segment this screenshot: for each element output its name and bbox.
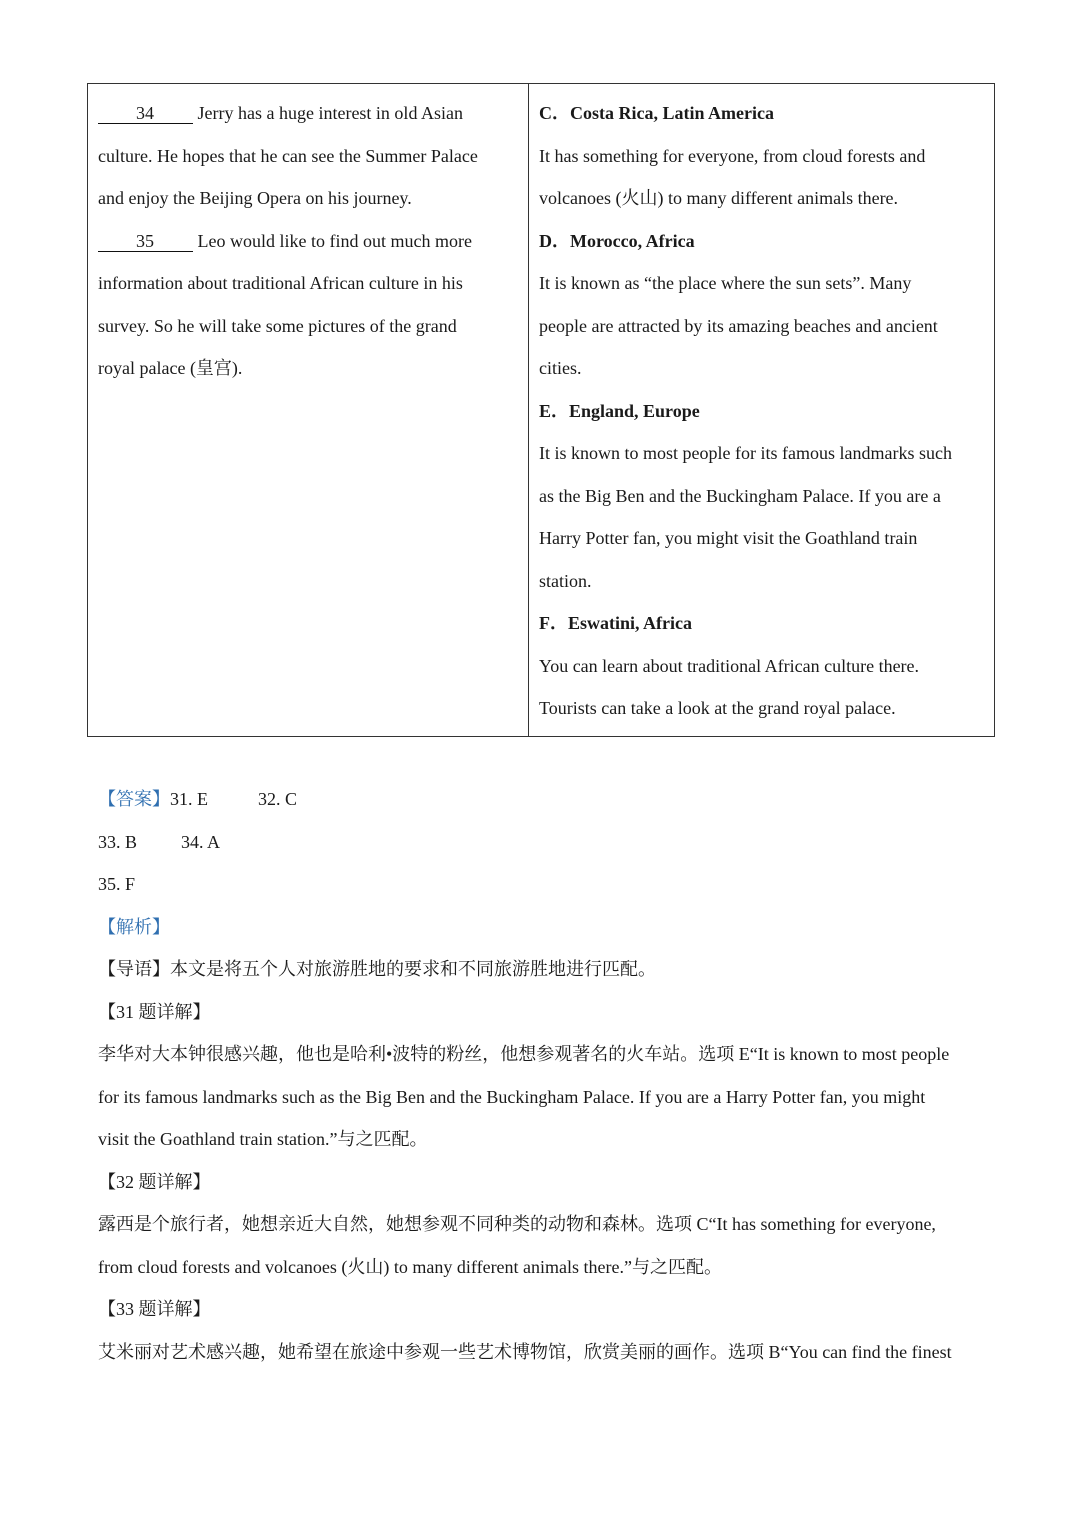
person-34-line-2: culture. He hopes that he can see the Summer Palace (98, 145, 478, 166)
option-d-text: It is known as “the place where the sun sets”. Many (539, 273, 912, 293)
option-c-text: It has something for everyone, from cloud forests and (539, 145, 926, 166)
person-34-line-1: 34 Jerry has a huge interest in old Asian (98, 92, 518, 135)
person-35-line-1: 35 Leo would like to find out much more (98, 220, 518, 263)
option-e-text: station. (539, 570, 592, 591)
q33-explanation: 艾米丽对艺术感兴趣，她希望在旅途中参观一些艺术博物馆，欣赏美丽的画作。选项 B“You can find the finest (98, 1341, 952, 1362)
q31-explanation: for its famous landmarks such as the Big Ben and the Buckingham Palace. If you are a Harry Potter fan, you might (98, 1086, 926, 1107)
q32-heading: 【32 题详解】 (98, 1171, 211, 1192)
option-f-text: You can learn about traditional African culture there. (539, 655, 920, 676)
option-c-text: volcanoes (火山) to many different animals there. (539, 188, 899, 208)
option-d-text: people are attracted by its amazing beaches and ancient (539, 315, 938, 336)
answer-line-2 (98, 821, 988, 864)
option-e-text: Harry Potter fan, you might visit the Goathland train (539, 528, 918, 548)
option-f-title: F．Eswatini, Africa (539, 613, 692, 633)
option-d-title: D．Morocco, Africa (539, 230, 695, 251)
answer-32: 32. C (258, 789, 298, 809)
answer-33: 33. B (98, 831, 138, 852)
q33-heading: 【33 题详解】 (98, 1299, 211, 1319)
answer-31: 31. E (170, 789, 208, 809)
answer-tag: 【答案】 (98, 789, 170, 809)
analysis-tag: 【解析】 (98, 916, 170, 937)
intro-line: 【导语】本文是将五个人对旅游胜地的要求和不同旅游胜地进行匹配。 (98, 959, 656, 979)
matching-table (87, 83, 995, 737)
answer-blank-34[interactable]: 34 (98, 103, 193, 124)
q31-heading: 【31 题详解】 (98, 1001, 211, 1022)
option-e-text: It is known to most people for its famous landmarks such (539, 443, 952, 463)
person-34-line-3: and enjoy the Beijing Opera on his journey. (98, 188, 412, 208)
option-e-title: E．England, Europe (539, 400, 700, 421)
option-d-text: cities. (539, 358, 582, 378)
option-f-text: Tourists can take a look at the grand royal palace. (539, 698, 896, 718)
answer-line-1 (98, 778, 988, 821)
person-35-line-4: royal palace (皇宫). (98, 358, 243, 378)
q31-explanation: visit the Goathland train station.”与之匹配。 (98, 1129, 428, 1149)
option-c-title: C．Costa Rica, Latin America (539, 103, 774, 123)
q32-explanation: from cloud forests and volcanoes (火山) to many different animals there.”与之匹配。 (98, 1256, 722, 1277)
answer-34: 34. A (181, 831, 221, 852)
answer-line-3 (98, 863, 988, 906)
answer-35: 35. F (98, 874, 136, 894)
person-35-line-3: survey. So he will take some pictures of the grand (98, 315, 457, 336)
destinations-column (529, 84, 995, 737)
answer-and-analysis (98, 778, 988, 1373)
q32-explanation: 露西是个旅行者，她想亲近大自然，她想参观不同种类的动物和森林。选项 C“It has something for everyone, (98, 1214, 936, 1234)
person-35-line-2: information about traditional African culture in his (98, 273, 463, 293)
q31-explanation: 李华对大本钟很感兴趣，他也是哈利•波特的粉丝，他想参观著名的火车站。选项 E“It is known to most people (98, 1044, 950, 1064)
people-column (88, 84, 529, 737)
answer-blank-35[interactable]: 35 (98, 231, 193, 252)
option-e-text: as the Big Ben and the Buckingham Palace. If you are a (539, 485, 941, 506)
